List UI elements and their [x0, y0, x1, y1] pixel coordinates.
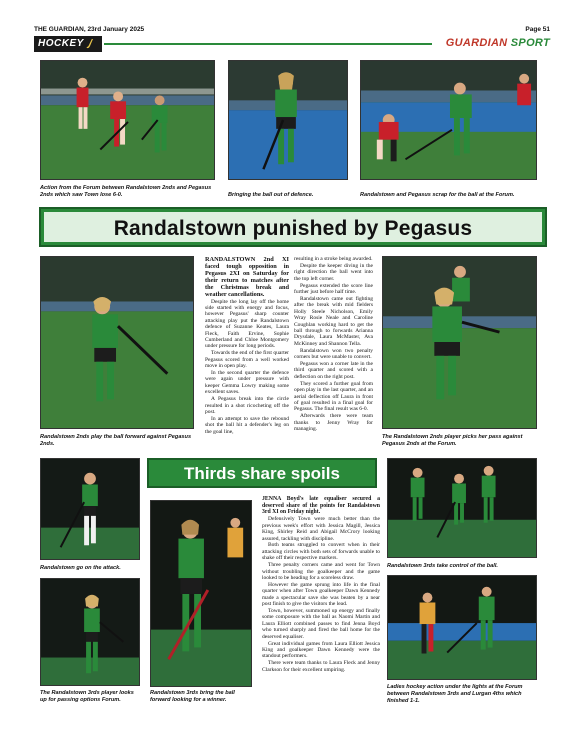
- caption-low-left-1: Randalstown go on the attack.: [40, 565, 121, 571]
- hockey-forward-image: [41, 257, 193, 428]
- story1-column-2: [294, 256, 373, 446]
- story1-paragraph: Randalstown won two penalty corners but were unable to convert.: [294, 347, 373, 361]
- photo-top-left: [40, 60, 215, 180]
- story2-paragraph: Defensively Town were much better than the previous week's effort with Jessica Magill, Jessica King, Shirley Reid and Abigail McCrory looking assured, tackling with discipline.: [262, 516, 380, 542]
- caption-top-left: Action from the Forum between Randalstown 2nds and Pegasus 2nds which saw Town lose 6-0.: [40, 185, 212, 198]
- caption-low-left-2: The Randalstown 3rds player looks up for passing options Forum.: [40, 690, 134, 703]
- brand-word-sport: SPORT: [510, 37, 550, 49]
- masthead-date: THE GUARDIAN, 23rd January 2025: [34, 26, 145, 33]
- section-rule: [104, 43, 432, 45]
- story2-paragraph: Three penalty corners came and went for Town without troubling the goalkeeper and the game looked to be heading for a scoreless draw.: [262, 562, 380, 581]
- story1-paragraph: Pegasus won a corner late in the third quarter and scored with a deflection on the right post.: [294, 361, 373, 380]
- hockey-scrap-image: [361, 61, 536, 179]
- hockey-action-image: [41, 61, 214, 179]
- photo-low-right-1: [387, 458, 537, 558]
- hockey-lights-image: [388, 576, 536, 679]
- page-number: Page 51: [525, 26, 550, 33]
- section-tag-label: HOCKEY: [38, 38, 84, 49]
- story1-paragraph: In an attempt to save the rebound shot the ball hit a defender's leg on the goal line,: [205, 415, 289, 435]
- masthead: [34, 20, 550, 34]
- hockey-forward-winner-image: [151, 501, 251, 686]
- story1-paragraph: Pegasus extended the score line further just before half time.: [294, 282, 373, 296]
- hockey-look-up-image: [41, 579, 139, 685]
- story1-column-1: [205, 256, 289, 446]
- caption-top-right: Randalstown and Pegasus scrap for the ball at the Forum.: [360, 192, 515, 198]
- caption-low-mid: Randalstown 3rds bring the ball forward looking for a winner.: [150, 690, 235, 703]
- caption-mid-left: Randalstown 2nds play the ball forward against Pegasus 2nds.: [40, 434, 192, 447]
- section-tag: [34, 36, 102, 52]
- hockey-pass-image: [383, 257, 536, 428]
- photo-low-right-2: [387, 575, 537, 680]
- story1-paragraph: Towards the end of the first quarter Pegasus scored from a well worked move in open play.: [205, 350, 289, 370]
- photo-top-right: [360, 60, 537, 180]
- story1-paragraph: They scored a further goal from open play in the last quarter, and an aerial deflection off Laura in front of goal resulted in a final goal for Pegasus. The final result was 6-0.: [294, 380, 373, 413]
- photo-low-left-2: [40, 578, 140, 686]
- photo-low-left-1: [40, 458, 140, 560]
- story1-paragraph: resulting in a stroke being awarded.: [294, 256, 373, 262]
- caption-low-right-2: Ladies hockey action under the lights at the Forum between Randalstown 3rds and Lurgan 4ths which finished 1-1.: [387, 684, 523, 704]
- story2-lead: JENNA Boyd's late equaliser secured a deserved share of the points for Randalstown 3rd XI on Friday night.: [262, 496, 380, 516]
- story1-paragraph: Afterwards there were team thanks to Jenny Wray for managing.: [294, 413, 373, 433]
- headline-2: Thirds share spoils: [184, 464, 340, 483]
- photo-top-mid: [228, 60, 348, 180]
- section-bar: [34, 36, 550, 52]
- photo-mid-right: [382, 256, 537, 429]
- brand-logo: [446, 37, 550, 49]
- hockey-stick-icon: [86, 39, 96, 49]
- story1-paragraph: In the second quarter the defence were again under pressure with keeper Gemma Lowry making some excellent saves.: [205, 369, 289, 396]
- photo-low-mid: [150, 500, 252, 687]
- story1-paragraph: Despite the long lay off the home side started with energy and focus, however Pegasus' sharp counter attacking play put the Randalstown defence of Suzanne Keates, Laura Fleck, Faith Ervine, Sophie Cumberland and Chloe Montgomery under pressure for long periods.: [205, 298, 289, 350]
- story1-paragraph: A Pegasus break into the circle resulted in a shot ricocheting off the post.: [205, 396, 289, 415]
- brand-word-guardian: GUARDIAN: [445, 37, 508, 49]
- story2-paragraph: Both teams struggled to convert when in their attacking circles with both sets of forwards unable to shake off their respective markers.: [262, 542, 380, 562]
- caption-mid-right: The Randalstown 2nds player picks her pass against Pegasus 2nds at the Forum.: [382, 434, 523, 447]
- headline-box-2: [147, 458, 377, 488]
- caption-top-mid: Bringing the ball out of defence.: [228, 192, 314, 198]
- headline-1: Randalstown punished by Pegasus: [113, 217, 473, 240]
- caption-low-right-1: Randalstown 3rds take control of the ball.: [387, 563, 498, 569]
- photo-mid-left: [40, 256, 194, 429]
- hockey-control-image: [388, 459, 536, 557]
- story2-paragraph: Great individual games from Laura Elliott Jessica King and goalkeeper Dawn Kennedy were the standout performers.: [262, 640, 380, 660]
- story1-paragraph: Randalstown came out fighting after the break with mid fielders Holly Steele Nicholson, Emily Wray Rosie Neale and Caroline Coughlan working hard to get the ball through to forwards Arianna Drysdale, Laura McMaster, Ava McKinney and Shannon Tella.: [294, 295, 373, 347]
- hockey-defence-image: [229, 61, 347, 179]
- story2-paragraph: There were team thanks to Laura Fleck and Jenny Clarkson for their excellent umpiring.: [262, 660, 380, 673]
- hockey-attack-image: [41, 459, 139, 559]
- story2-paragraph: However the game sprung into life in the final quarter when after Town goalkeeper Dawn Kennedy made a spectacular save she was beaten by a near post finish to give the visitors the lead.: [262, 581, 380, 608]
- story2-paragraph: Town, however, summoned up energy and finally some composure with the ball as Naomi Martin and Laura Elliott combined passes to find Jenna Boyd who turned sharply and fired the ball home for the deserved equaliser.: [262, 607, 380, 640]
- story1-paragraph: Despite the keeper diving in the right direction the ball went into the top left corner.: [294, 262, 373, 282]
- story1-lead: RANDALSTOWN 2nd XI faced tough opposition in Pegasus 2XI on Saturday for their return to matches after the Christmas break and weather cancellations.: [205, 256, 289, 298]
- headline-box-1: [39, 207, 547, 247]
- story2-body: [262, 496, 380, 716]
